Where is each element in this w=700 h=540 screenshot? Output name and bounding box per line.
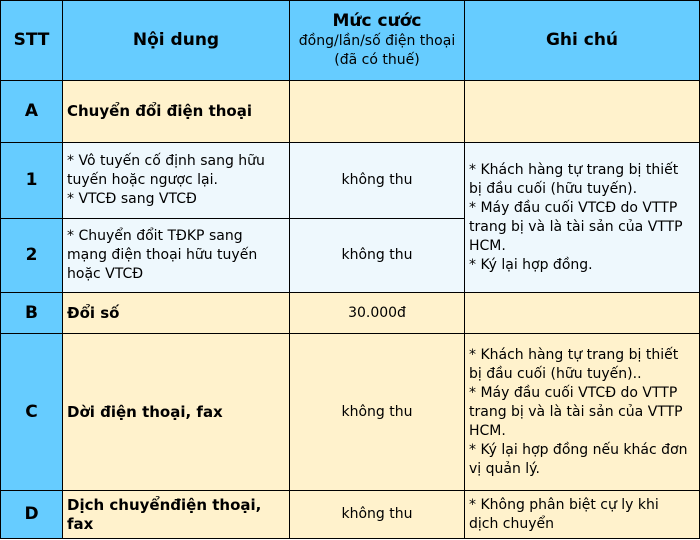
row-b-content: Đổi số — [63, 293, 290, 334]
row-c-content: Dời điện thoại, fax — [63, 334, 290, 491]
row-a-stt: A — [1, 81, 63, 143]
muc-cuoc-title: Mức cước — [332, 10, 422, 31]
row-d-note: * Không phân biệt cự ly khi dịch chuyển — [465, 491, 700, 539]
row-2-fee: không thu — [290, 219, 465, 293]
row-2-content: * Chuyển đổit TĐKP sang mạng điện thoại hữu tuyến hoặc VTCĐ — [63, 219, 290, 293]
row-a-content: Chuyển đổi điện thoại — [63, 81, 290, 143]
row-d-content: Dịch chuyểnđiện thoại, fax — [63, 491, 290, 539]
table-row — [1, 143, 700, 219]
header-ghi-chu: Ghi chú — [465, 1, 700, 81]
row-1-stt: 1 — [1, 143, 63, 219]
row-d-fee: không thu — [290, 491, 465, 539]
row-2-stt: 2 — [1, 219, 63, 293]
row-b-stt: B — [1, 293, 63, 334]
muc-cuoc-unit: đồng/lần/số điện thoại — [298, 32, 456, 49]
muc-cuoc-tax: (đã có thuế) — [334, 51, 420, 68]
header-stt: STT — [1, 1, 63, 81]
row-d-stt: D — [1, 491, 63, 539]
row-a-note — [465, 81, 700, 143]
row-c-fee: không thu — [290, 334, 465, 491]
table-row — [1, 334, 700, 491]
table-row — [1, 293, 700, 334]
table-row — [1, 81, 700, 143]
header-muc-cuoc — [290, 1, 465, 81]
row-1-fee: không thu — [290, 143, 465, 219]
row-1-2-note: * Khách hàng tự trang bị thiết bị đầu cuối (hữu tuyến). * Máy đầu cuối VTCĐ do VTTP trang bị và là tài sản của VTTP HCM. * Ký lại hợp đồng. — [465, 143, 700, 293]
row-b-fee: 30.000đ — [290, 293, 465, 334]
row-c-stt: C — [1, 334, 63, 491]
row-c-note: * Khách hàng tự trang bị thiết bị đầu cuối (hữu tuyến).. * Máy đầu cuối VTCĐ do VTTP trang bị và là tài sản của VTTP HCM. * Ký lại hợp đồng nếu khác đơn vị quản lý. — [465, 334, 700, 491]
row-b-note — [465, 293, 700, 334]
row-1-content: * Vô tuyến cố định sang hữu tuyến hoặc ngược lại. * VTCĐ sang VTCĐ — [63, 143, 290, 219]
row-a-fee — [290, 81, 465, 143]
table-row — [1, 491, 700, 539]
header-noi-dung: Nội dung — [63, 1, 290, 81]
